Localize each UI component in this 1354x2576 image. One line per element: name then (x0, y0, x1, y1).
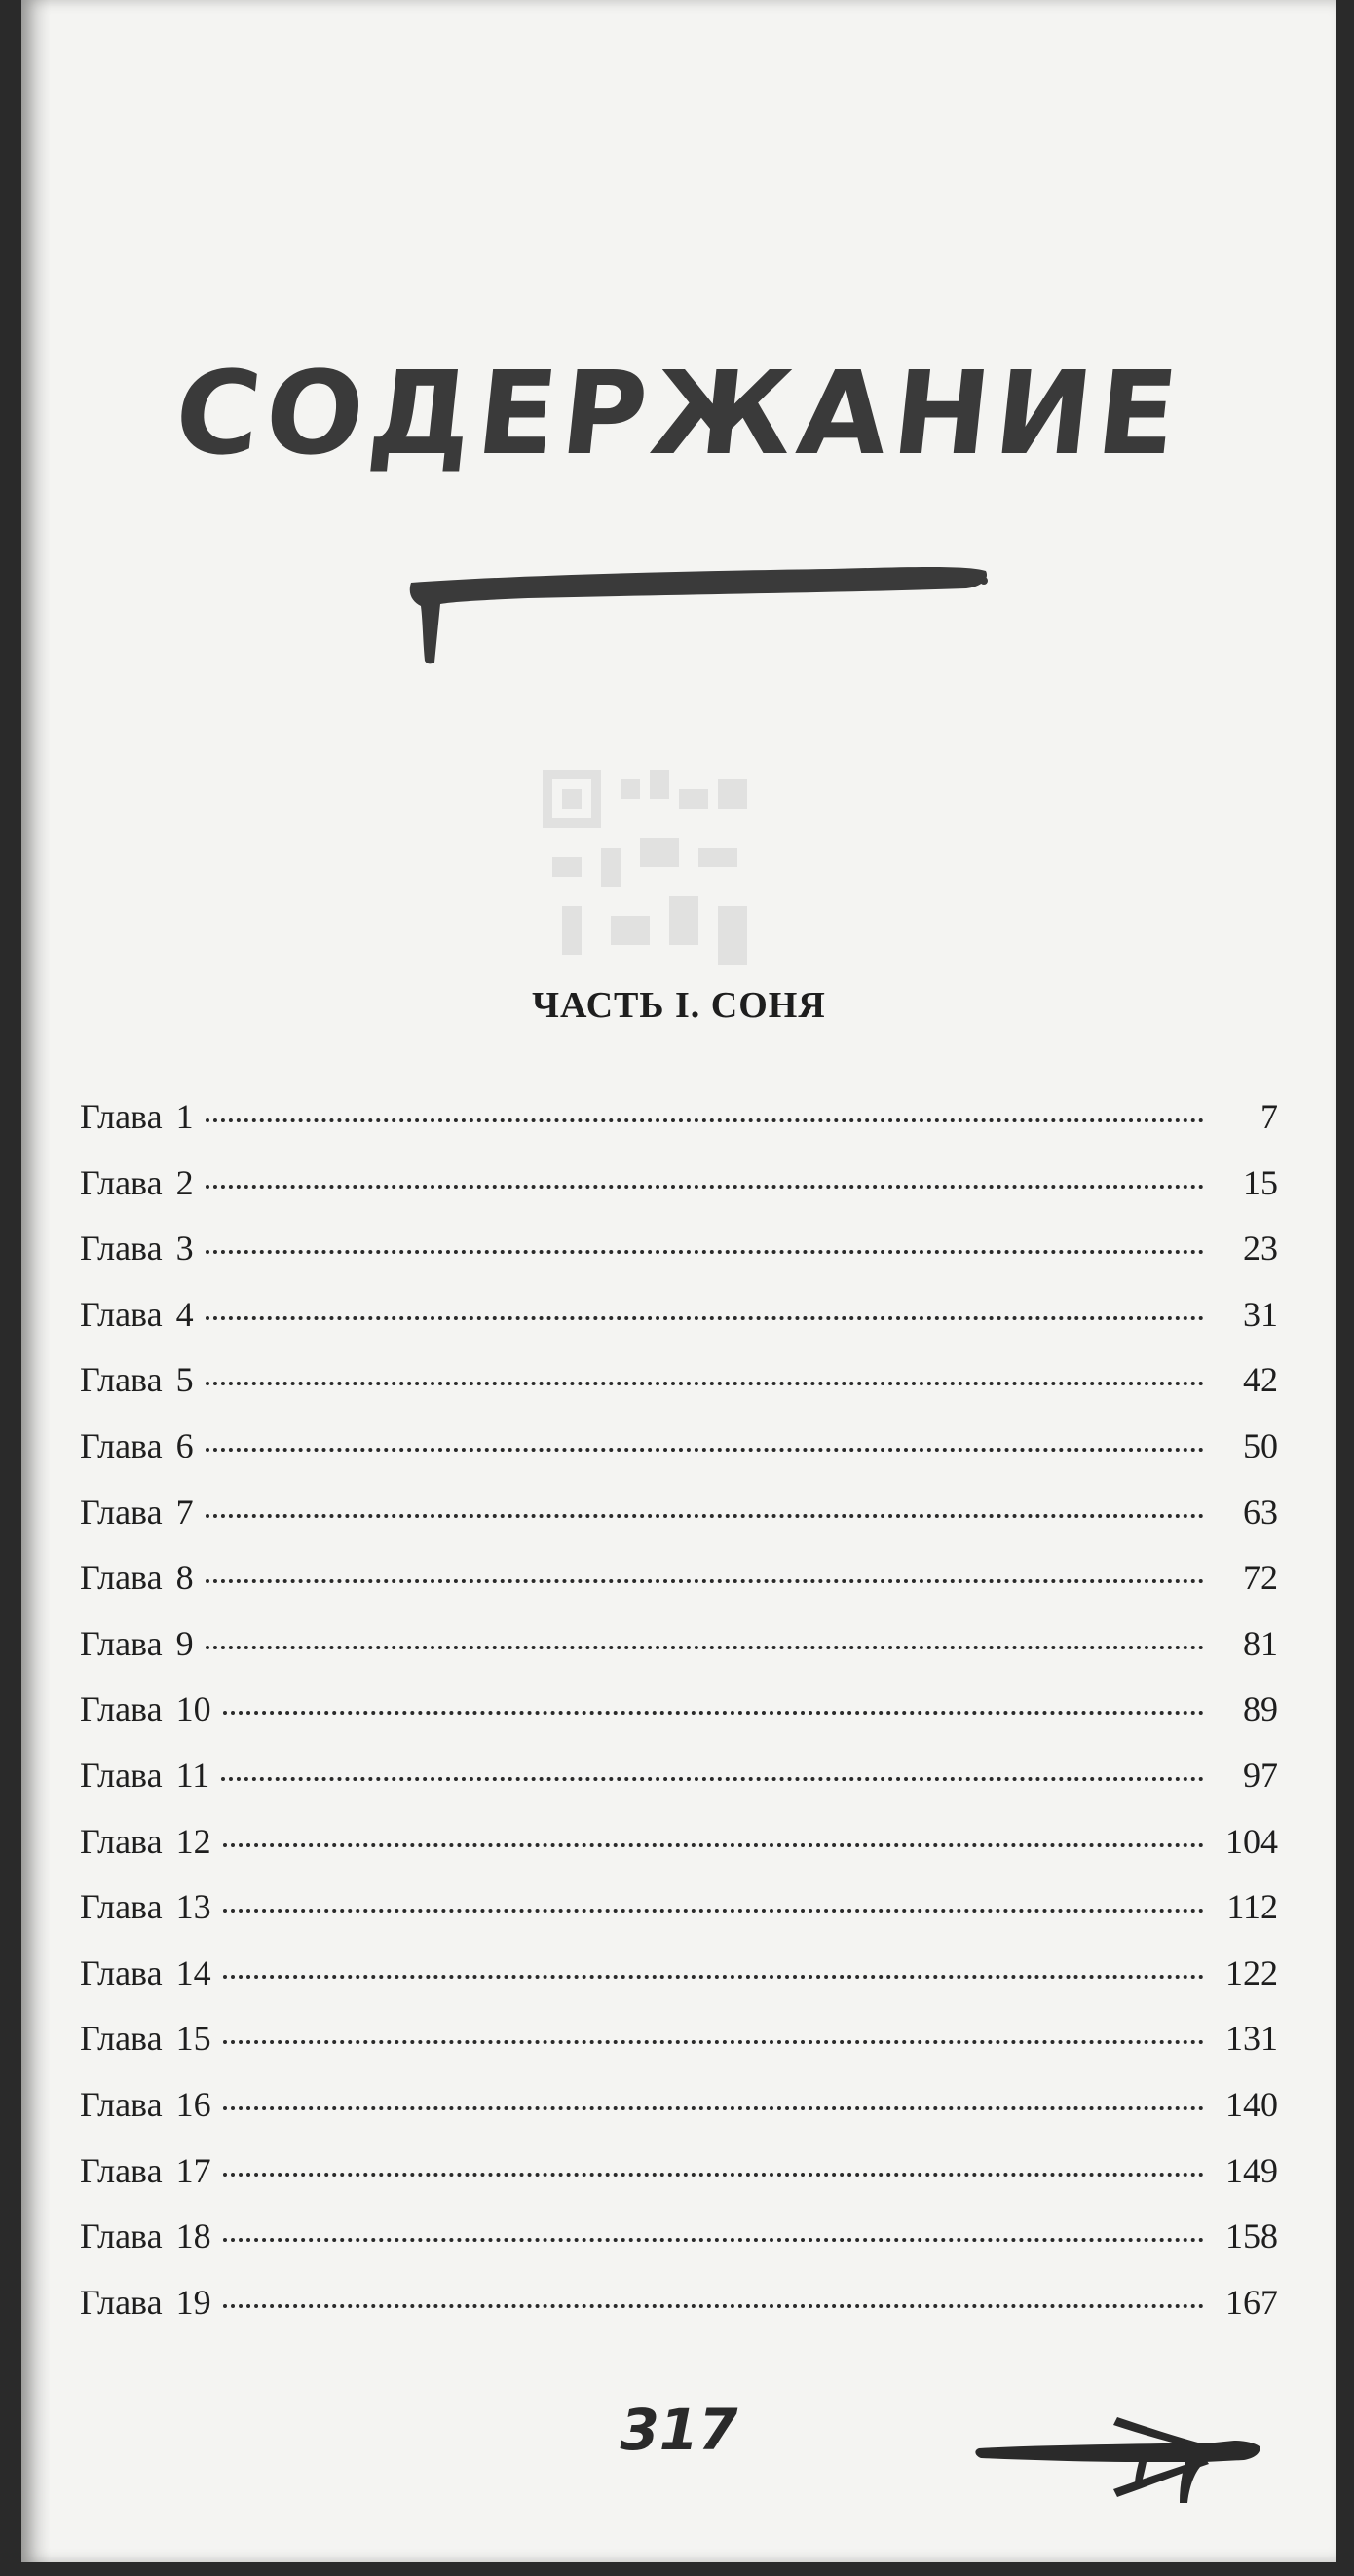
toc-entry-page: 104 (1225, 1821, 1278, 1861)
toc-entry-page: 131 (1225, 2019, 1278, 2059)
toc-entry-page: 31 (1243, 1294, 1278, 1334)
toc-entry-number: 6 (175, 1425, 194, 1465)
toc-entry-number: 17 (175, 2150, 211, 2190)
toc-entry[interactable] (80, 1162, 1278, 1229)
toc-entry[interactable] (80, 1688, 1278, 1755)
toc-entry-page: 122 (1225, 1952, 1278, 1992)
toc-dot-leader (206, 1514, 1204, 1518)
toc-entry-label (80, 1294, 194, 1335)
toc-entry-word: Глава (80, 2216, 163, 2256)
toc-entry-word: Глава (80, 1229, 163, 1269)
toc-entry[interactable] (80, 2084, 1278, 2150)
toc-entry-number: 16 (175, 2084, 211, 2124)
toc-entry-label (80, 1228, 194, 1269)
toc-entry-number: 8 (175, 1558, 194, 1598)
toc-entry-word: Глава (80, 2150, 163, 2190)
page-title: СОДЕРЖАНИЕ (169, 346, 1189, 480)
toc-entry[interactable] (80, 1821, 1278, 1887)
toc-entry-page: 42 (1243, 1360, 1278, 1400)
toc-entry-label (80, 2084, 211, 2125)
toc-dot-leader (223, 1711, 1204, 1715)
toc-entry-number: 5 (175, 1360, 194, 1400)
toc-entry-label (80, 1492, 194, 1533)
toc-dot-leader (221, 1777, 1204, 1781)
toc-dot-leader (206, 1316, 1204, 1320)
toc-entry-label (80, 1755, 209, 1796)
toc-dot-leader (223, 1843, 1204, 1847)
toc-entry-word: Глава (80, 2282, 163, 2322)
toc-entry[interactable] (80, 2018, 1278, 2084)
toc-entry-label (80, 2018, 211, 2059)
toc-dot-leader (206, 1250, 1204, 1254)
toc-entry-word: Глава (80, 1623, 163, 1663)
toc-entry[interactable] (80, 1228, 1278, 1294)
book-page (21, 0, 1336, 2562)
toc-entry-page: 50 (1243, 1425, 1278, 1465)
toc-entry-page: 7 (1260, 1097, 1278, 1136)
toc-dot-leader (206, 1448, 1204, 1452)
toc-entry-label (80, 1359, 194, 1400)
toc-dot-leader (206, 1382, 1204, 1385)
toc-entry[interactable] (80, 1096, 1278, 1162)
toc-entry-page: 97 (1243, 1755, 1278, 1795)
toc-entry-number: 9 (175, 1623, 194, 1663)
part-heading: ЧАСТЬ I. СОНЯ (532, 985, 826, 1026)
toc-entry-word: Глава (80, 1821, 163, 1861)
toc-entry[interactable] (80, 1359, 1278, 1425)
toc-dot-leader (223, 2040, 1204, 2044)
toc-entry[interactable] (80, 2216, 1278, 2282)
toc-entry-page: 167 (1225, 2282, 1278, 2322)
toc-entry[interactable] (80, 2150, 1278, 2216)
toc-entry-word: Глава (80, 1294, 163, 1334)
toc-dot-leader (223, 2106, 1204, 2110)
toc-entry-label (80, 1096, 194, 1137)
toc-entry[interactable] (80, 1952, 1278, 2019)
toc-dot-leader (223, 2173, 1204, 2177)
toc-entry[interactable] (80, 1425, 1278, 1492)
toc-entry-word: Глава (80, 1755, 163, 1795)
toc-entry-word: Глава (80, 1360, 163, 1400)
toc-entry-page: 81 (1243, 1623, 1278, 1663)
toc-entry-label (80, 1425, 194, 1466)
toc-dot-leader (206, 1118, 1204, 1122)
toc-entry-label (80, 1821, 211, 1862)
toc-entry[interactable] (80, 1623, 1278, 1689)
toc-entry-word: Глава (80, 1097, 163, 1136)
toc-entry[interactable] (80, 1557, 1278, 1623)
qr-code-icon (543, 770, 757, 984)
toc-entry-number: 15 (175, 2019, 211, 2059)
toc-entry-label (80, 1557, 194, 1598)
toc-entry[interactable] (80, 1886, 1278, 1952)
arrow-right-icon (971, 2402, 1273, 2509)
toc-dot-leader (223, 2304, 1204, 2308)
toc-entry-number: 14 (175, 1952, 211, 1992)
toc-entry-page: 112 (1226, 1887, 1278, 1927)
toc-entry-page: 140 (1225, 2084, 1278, 2124)
toc-entry-number: 11 (175, 1755, 210, 1795)
toc-entry-label (80, 1162, 194, 1203)
toc-entry-label (80, 2282, 211, 2323)
toc-dot-leader (206, 1185, 1204, 1189)
toc-dot-leader (223, 1909, 1204, 1913)
toc-entry-word: Глава (80, 1689, 163, 1729)
toc-entry[interactable] (80, 1755, 1278, 1821)
toc-entry-word: Глава (80, 1887, 163, 1927)
toc-dot-leader (206, 1579, 1204, 1583)
toc-dot-leader (223, 1975, 1204, 1979)
toc-entry-label (80, 1952, 211, 1993)
toc-dot-leader (206, 1646, 1204, 1649)
toc-entry-number: 3 (175, 1229, 194, 1269)
toc-entry-number: 4 (175, 1294, 194, 1334)
toc-entry-word: Глава (80, 1558, 163, 1598)
toc-entry-page: 63 (1243, 1492, 1278, 1532)
toc-entry-word: Глава (80, 1952, 163, 1992)
table-of-contents (80, 1096, 1278, 2347)
toc-entry-label (80, 1886, 211, 1927)
toc-entry-word: Глава (80, 1492, 163, 1532)
toc-entry-number: 18 (175, 2216, 211, 2256)
toc-entry-page: 149 (1225, 2150, 1278, 2190)
brush-stroke-icon (401, 553, 996, 670)
toc-entry-page: 158 (1225, 2216, 1278, 2256)
toc-entry-word: Глава (80, 1162, 163, 1202)
toc-entry-label (80, 2150, 211, 2191)
toc-entry-number: 1 (175, 1097, 194, 1136)
toc-entry[interactable] (80, 1492, 1278, 1558)
toc-entry-number: 10 (175, 1689, 211, 1729)
toc-entry[interactable] (80, 2282, 1278, 2348)
toc-entry-word: Глава (80, 1425, 163, 1465)
toc-entry-number: 2 (175, 1162, 194, 1202)
page-number: 317 (620, 2397, 738, 2463)
toc-entry-label (80, 1623, 194, 1664)
toc-entry-page: 72 (1243, 1558, 1278, 1598)
toc-entry[interactable] (80, 1294, 1278, 1360)
toc-entry-number: 7 (175, 1492, 194, 1532)
toc-entry-number: 12 (175, 1821, 211, 1861)
toc-entry-page: 23 (1243, 1229, 1278, 1269)
toc-entry-word: Глава (80, 2019, 163, 2059)
toc-entry-word: Глава (80, 2084, 163, 2124)
toc-entry-page: 89 (1243, 1689, 1278, 1729)
toc-dot-leader (223, 2238, 1204, 2242)
toc-entry-page: 15 (1243, 1162, 1278, 1202)
toc-entry-label (80, 2216, 211, 2256)
toc-entry-number: 13 (175, 1887, 211, 1927)
toc-entry-number: 19 (175, 2282, 211, 2322)
toc-entry-label (80, 1688, 211, 1729)
